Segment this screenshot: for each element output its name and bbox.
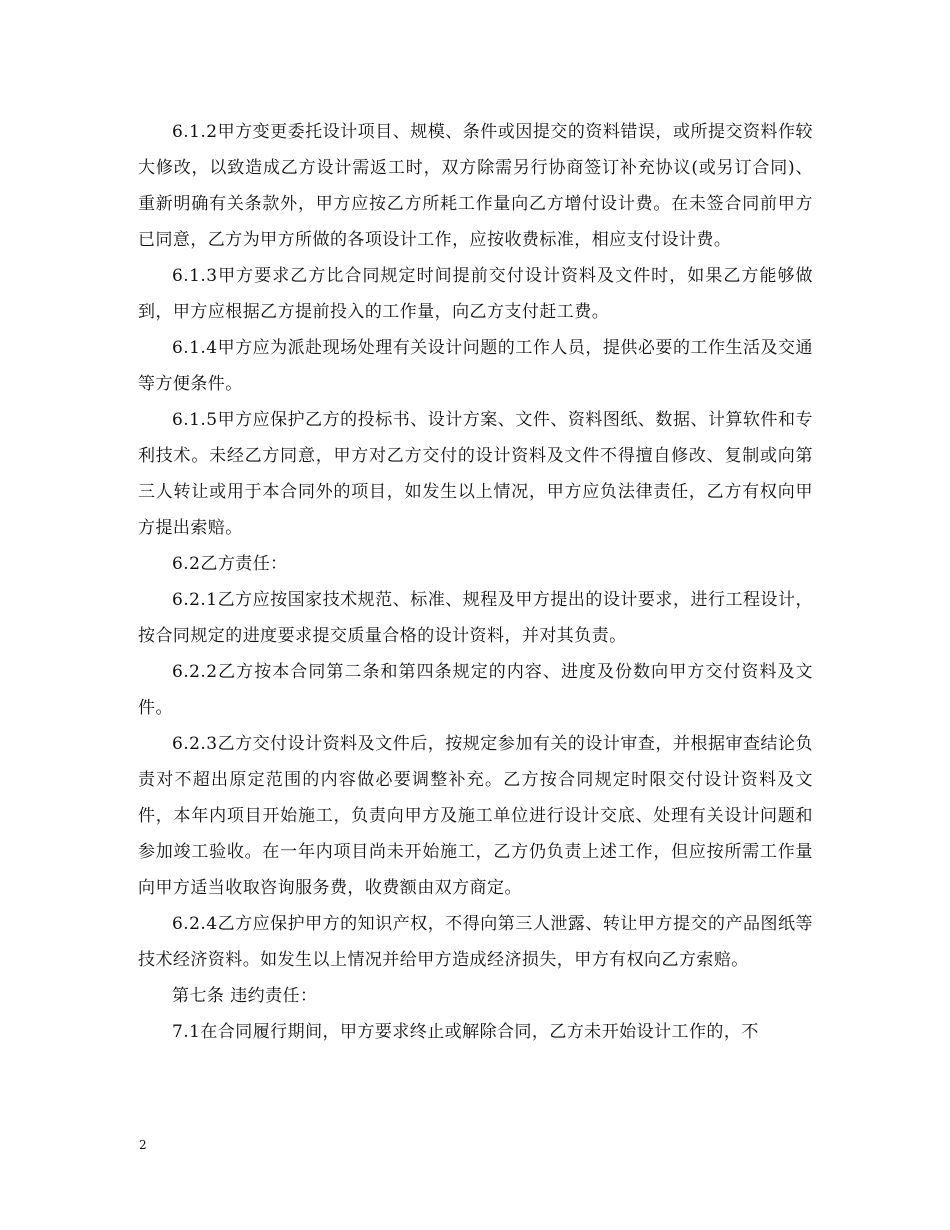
paragraph-6-1-2: 6.1.2甲方变更委托设计项目、规模、条件或因提交的资料错误，或所提交资料作较大修改，以致造成乙方设计需返工时，双方除需另行协商签订补充协议(或另订合同)、重新明确有关条款外，甲方应按乙方所耗工作量向乙方增付设计费。在未签合同前甲方已同意，乙方为甲方所做的各项设计工作，应按收费标准，相应支付设计费。: [138, 122, 813, 250]
paragraph-6-2-3: 6.2.3乙方交付设计资料及文件后，按规定参加有关的设计审查，并根据审查结论负责对不超出原定范围的内容做必要调整补充。乙方按合同规定时限交付设计资料及文件，本年内项目开始施工，负责向甲方及施工单位进行设计交底、处理有关设计问题和参加竣工验收。在一年内项目尚未开始施工，乙方仍负责上述工作，但应按所需工作量向甲方适当收取咨询服务费，收费额由双方商定。: [138, 734, 813, 898]
paragraph-6-1-3: 6.1.3甲方要求乙方比合同规定时间提前交付设计资料及文件时，如果乙方能够做到，甲方应根据乙方提前投入的工作量，向乙方支付赶工费。: [138, 266, 813, 322]
paragraph-7-1: 7.1在合同履行期间，甲方要求终止或解除合同，乙方未开始设计工作的，不: [172, 1022, 759, 1042]
document-body: [138, 114, 813, 1050]
paragraph-6-2-4: 6.2.4乙方应保护甲方的知识产权，不得向第三人泄露、转让甲方提交的产品图纸等技术经济资料。如发生以上情况并给甲方造成经济损失，甲方有权向乙方索赔。: [138, 914, 813, 970]
paragraph-6-2-2: 6.2.2乙方按本合同第二条和第四条规定的内容、进度及份数向甲方交付资料及文件。: [138, 662, 813, 718]
paragraph-6-2-1: 6.2.1乙方应按国家技术规范、标准、规程及甲方提出的设计要求，进行工程设计，按合同规定的进度要求提交质量合格的设计资料，并对其负责。: [138, 590, 813, 646]
section-heading-6-2: 6.2乙方责任：: [172, 554, 288, 574]
paragraph-6-1-5: 6.1.5甲方应保护乙方的投标书、设计方案、文件、资料图纸、数据、计算软件和专利技术。未经乙方同意，甲方对乙方交付的设计资料及文件不得擅自修改、复制或向第三人转让或用于本合同外的项目，如发生以上情况，甲方应负法律责任，乙方有权向甲方提出索赔。: [138, 410, 813, 538]
paragraph-6-1-4: 6.1.4甲方应为派赴现场处理有关设计问题的工作人员，提供必要的工作生活及交通等方便条件。: [138, 338, 813, 394]
page-number: 2: [139, 1138, 147, 1152]
article-heading-7: 第七条 违约责任：: [172, 986, 318, 1006]
